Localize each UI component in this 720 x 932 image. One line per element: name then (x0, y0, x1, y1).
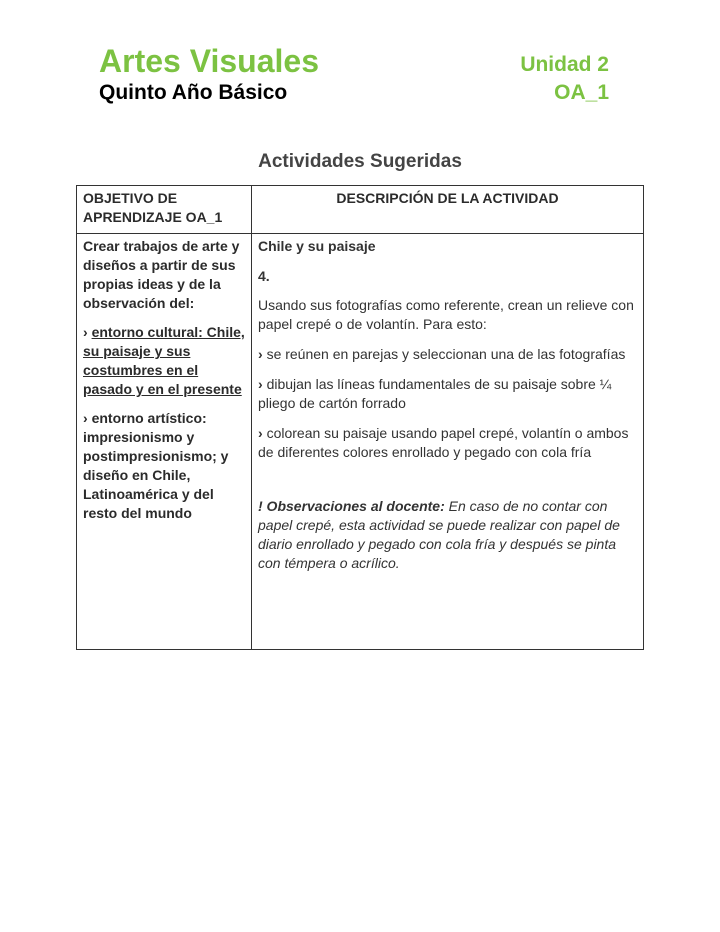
objective-item-cultural (83, 323, 245, 399)
oa-label: OA_1 (554, 81, 609, 104)
activity-step (258, 345, 637, 364)
table-body-row (77, 234, 644, 650)
table-header-row (77, 186, 644, 234)
bullet-marker: › (83, 410, 88, 426)
bullet-marker: › (83, 324, 88, 340)
objective-item-artistic (83, 409, 245, 523)
bullet-marker: › (258, 346, 263, 362)
bullet-marker: › (258, 376, 263, 392)
page-title: Artes Visuales (99, 43, 319, 79)
description-cell (252, 234, 644, 650)
objective-cell (77, 234, 252, 650)
activity-title: Chile y su paisaje (258, 238, 376, 254)
activity-number: 4. (258, 268, 270, 284)
unit-label: Unidad 2 (520, 53, 609, 76)
spacer (258, 473, 637, 497)
activity-table (76, 185, 644, 650)
section-title: Actividades Sugeridas (258, 151, 462, 172)
objective-header: OBJETIVO DE APRENDIZAJE OA_1 (77, 186, 252, 234)
activity-step-text: colorean su paisaje usando papel crepé, volantín o ambos de diferentes colores enrollado y pegado con cola fría (258, 425, 629, 460)
objective-intro: Crear trabajos de arte y diseños a partir de sus propias ideas y de la observación del: (83, 238, 240, 311)
observations-label: ! Observaciones al docente: (258, 498, 445, 514)
description-header: DESCRIPCIÓN DE LA ACTIVIDAD (252, 186, 644, 234)
page-subtitle: Quinto Año Básico (99, 81, 288, 104)
teacher-observations (258, 497, 637, 573)
activity-step (258, 375, 637, 413)
observations-text: En caso de no contar con papel crepé, esta actividad se puede realizar con papel de diario enrollado y pegado con cola fría y después se pinta con témpera o acrílico. (258, 498, 620, 571)
activity-step-text: se reúnen en parejas y seleccionan una de las fotografías (266, 346, 626, 362)
activity-intro: Usando sus fotografías como referente, crean un relieve con papel crepé o de volantín. Para esto: (258, 297, 634, 332)
objective-item-cultural-text: entorno cultural: Chile, su paisaje y sus costumbres en el pasado y en el presente (83, 324, 245, 397)
objective-item-artistic-text: entorno artístico: impresionismo y postimpresionismo; y diseño en Chile, Latinoamérica y del resto del mundo (83, 410, 229, 521)
activity-step-text: dibujan las líneas fundamentales de su paisaje sobre ¼ pliego de cartón forrado (258, 376, 612, 411)
bullet-marker: › (258, 425, 263, 441)
activity-step (258, 424, 637, 462)
